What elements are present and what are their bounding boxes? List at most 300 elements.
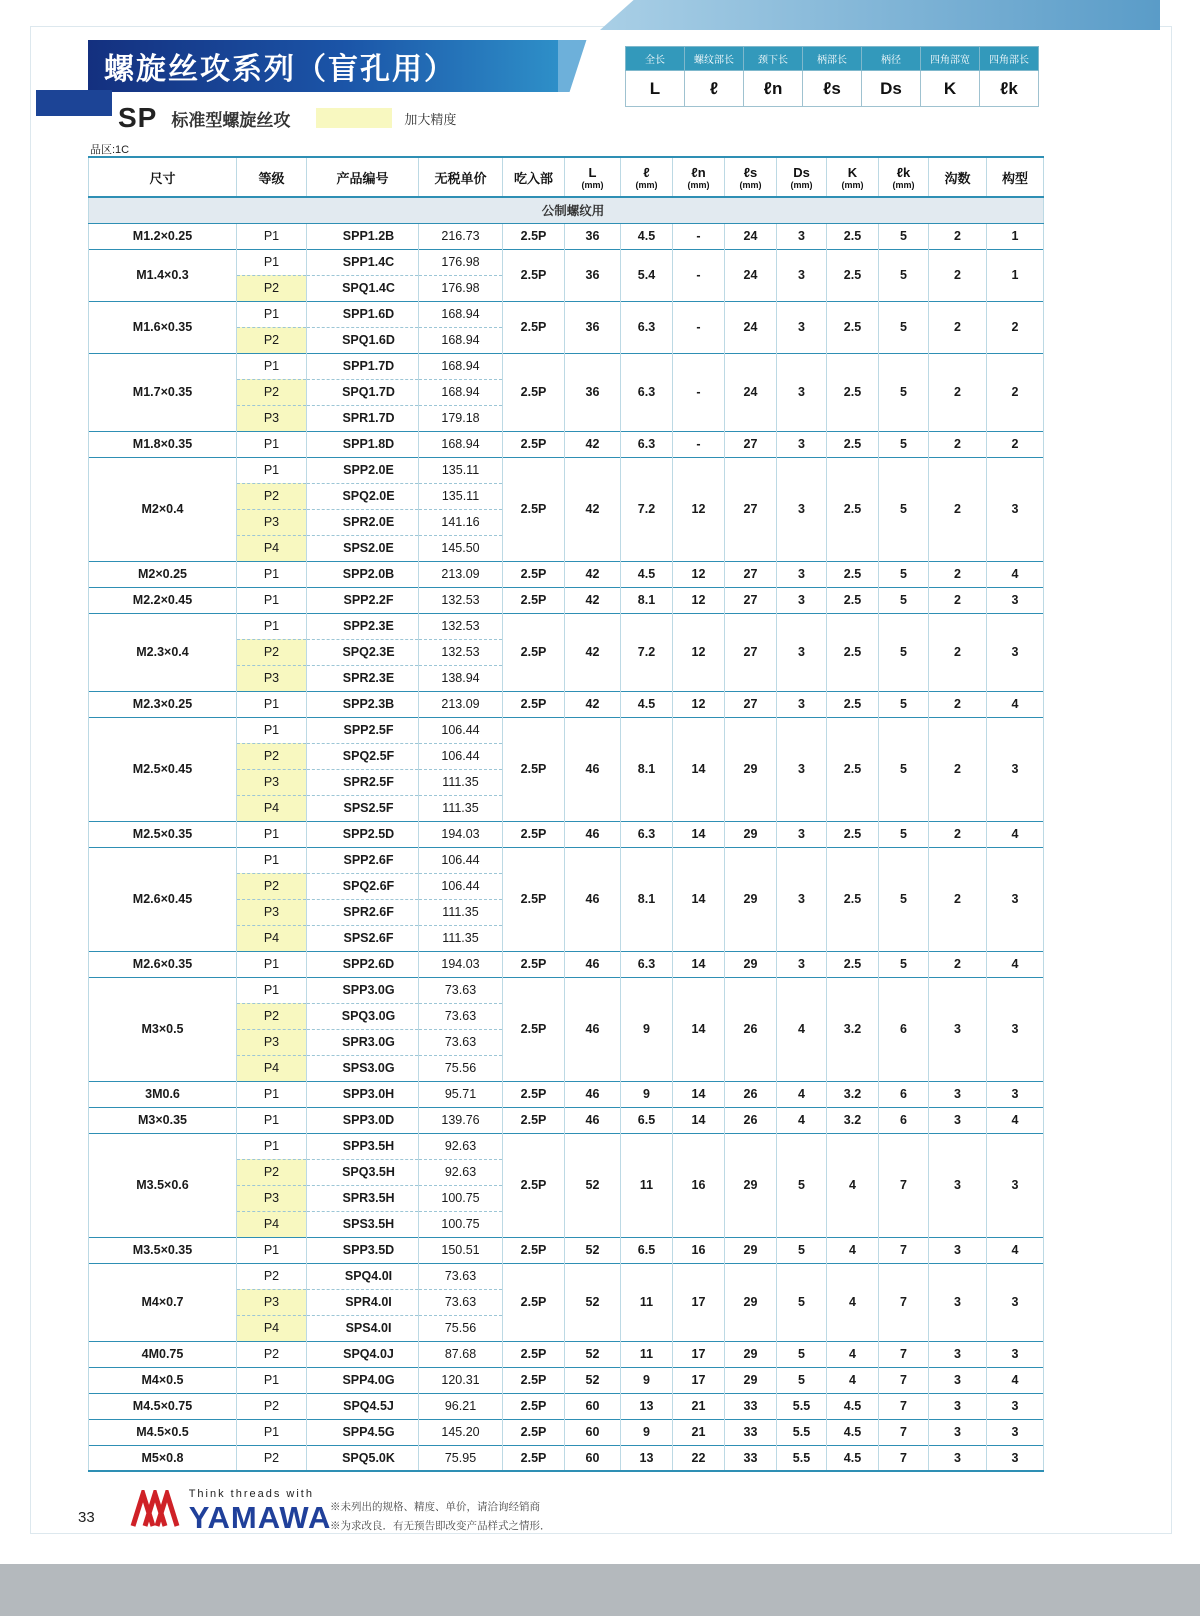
size-cell: M1.7×0.35 [89,353,237,431]
legend-name-cell: 四角部宽 [921,47,980,71]
value-cell-ds: 5.5 [777,1419,827,1445]
value-cell-eat: 2.5P [503,613,565,691]
value-cell-ls: 29 [725,847,777,951]
product-code-cell: SPP2.2F [307,587,419,613]
value-cell-L: 42 [565,457,621,561]
product-code-cell: SPS2.0E [307,535,419,561]
page-title: 螺旋丝攻系列（盲孔用） [104,53,456,86]
price-cell: 176.98 [419,275,503,301]
grade-cell: P1 [237,431,307,457]
value-cell-k: 2.5 [827,301,879,353]
value-cell-lk: 6 [879,977,929,1081]
product-code-cell: SPP3.0G [307,977,419,1003]
grade-cell: P1 [237,457,307,483]
value-cell-l: 6.3 [621,951,673,977]
value-cell-ds: 4 [777,1107,827,1133]
value-cell-l: 6.3 [621,431,673,457]
value-cell-flutes: 2 [929,301,987,353]
value-cell-form: 3 [987,717,1044,821]
value-cell-form: 3 [987,613,1044,691]
product-code-cell: SPR2.5F [307,769,419,795]
section-row [89,197,1044,223]
value-cell-ds: 4 [777,1081,827,1107]
grade-cell: P3 [237,405,307,431]
legend-symbol-cell: ℓk [980,71,1039,107]
value-cell-l: 8.1 [621,847,673,951]
value-cell-ls: 24 [725,353,777,431]
value-cell-ds: 3 [777,301,827,353]
value-cell-form: 4 [987,821,1044,847]
footnote-line: ※为求改良．有无预告即改变产品样式之情形． [330,1519,551,1532]
value-cell-flutes: 3 [929,1367,987,1393]
value-cell-eat: 2.5P [503,977,565,1081]
price-cell: 92.63 [419,1159,503,1185]
header-cell: ℓ (mm) [621,157,673,197]
value-cell-lk: 5 [879,613,929,691]
value-cell-L: 46 [565,1081,621,1107]
value-cell-L: 42 [565,613,621,691]
product-code-cell: SPP3.5H [307,1133,419,1159]
value-cell-ln: 17 [673,1367,725,1393]
value-cell-ls: 29 [725,821,777,847]
table-row [89,613,1044,639]
value-cell-lk: 6 [879,1107,929,1133]
value-cell-lk: 5 [879,691,929,717]
value-cell-L: 36 [565,223,621,249]
value-cell-k: 2.5 [827,223,879,249]
value-cell-ls: 27 [725,561,777,587]
legend-symbol-row [626,71,1039,107]
value-cell-k: 4 [827,1133,879,1237]
grade-cell: P1 [237,691,307,717]
table-row [89,951,1044,977]
value-cell-k: 4 [827,1367,879,1393]
value-cell-eat: 2.5P [503,587,565,613]
value-cell-flutes: 2 [929,249,987,301]
value-cell-l: 9 [621,977,673,1081]
size-cell: 3M0.6 [89,1081,237,1107]
product-code-cell: SPP3.0H [307,1081,419,1107]
price-cell: 73.63 [419,977,503,1003]
product-code-cell: SPR2.3E [307,665,419,691]
product-code-cell: SPQ3.0G [307,1003,419,1029]
table-row [89,1341,1044,1367]
value-cell-eat: 2.5P [503,1263,565,1341]
grade-cell: P1 [237,1133,307,1159]
price-cell: 100.75 [419,1185,503,1211]
grade-cell: P4 [237,1315,307,1341]
value-cell-ds: 3 [777,847,827,951]
grade-cell: P2 [237,1341,307,1367]
product-code-cell: SPP1.2B [307,223,419,249]
value-cell-lk: 5 [879,587,929,613]
price-cell: 132.53 [419,587,503,613]
value-cell-eat: 2.5P [503,1107,565,1133]
header-cell: ℓs (mm) [725,157,777,197]
header-cell: ℓn (mm) [673,157,725,197]
grade-cell: P1 [237,1107,307,1133]
grade-cell: P2 [237,327,307,353]
value-cell-k: 2.5 [827,951,879,977]
price-cell: 168.94 [419,327,503,353]
legend-symbol-cell: L [626,71,685,107]
value-cell-eat: 2.5P [503,1237,565,1263]
header-unit: (mm) [790,179,813,190]
size-cell: M1.8×0.35 [89,431,237,457]
product-code-cell: SPQ4.0J [307,1341,419,1367]
value-cell-eat: 2.5P [503,691,565,717]
value-cell-ln: 14 [673,1081,725,1107]
price-cell: 139.76 [419,1107,503,1133]
table-row [89,249,1044,275]
legend-header-row [626,47,1039,71]
value-cell-form: 2 [987,301,1044,353]
grade-cell: P2 [237,1393,307,1419]
grade-cell: P2 [237,873,307,899]
brand-name: YAMAWA [188,1500,332,1535]
value-cell-flutes: 3 [929,1081,987,1107]
value-cell-form: 3 [987,1081,1044,1107]
legend-symbol-cell: K [921,71,980,107]
value-cell-ln: 22 [673,1445,725,1471]
value-cell-L: 46 [565,821,621,847]
value-cell-form: 3 [987,1393,1044,1419]
value-cell-flutes: 2 [929,587,987,613]
product-code-cell: SPQ2.5F [307,743,419,769]
value-cell-l: 7.2 [621,457,673,561]
banner-left-tab [36,90,112,116]
product-code-cell: SPQ1.4C [307,275,419,301]
yamawa-triple-peak-mark-icon [129,1490,181,1533]
table-row [89,1419,1044,1445]
size-cell: M2.5×0.35 [89,821,237,847]
value-cell-ln: 16 [673,1237,725,1263]
value-cell-l: 6.5 [621,1237,673,1263]
table-row [89,847,1044,873]
value-cell-k: 3.2 [827,1081,879,1107]
grade-cell: P1 [237,613,307,639]
grade-cell: P1 [237,249,307,275]
header-cell: K (mm) [827,157,879,197]
value-cell-l: 8.1 [621,717,673,821]
value-cell-form: 3 [987,1263,1044,1341]
value-cell-L: 52 [565,1263,621,1341]
value-cell-ds: 5.5 [777,1393,827,1419]
value-cell-l: 4.5 [621,691,673,717]
value-cell-ln: 17 [673,1263,725,1341]
product-code-cell: SPP2.3B [307,691,419,717]
value-cell-ls: 33 [725,1393,777,1419]
price-cell: 96.21 [419,1393,503,1419]
value-cell-eat: 2.5P [503,1133,565,1237]
value-cell-l: 6.3 [621,301,673,353]
value-cell-l: 4.5 [621,223,673,249]
size-cell: M2.6×0.45 [89,847,237,951]
value-cell-L: 60 [565,1445,621,1471]
price-cell: 75.56 [419,1055,503,1081]
value-cell-eat: 2.5P [503,717,565,821]
value-cell-k: 4 [827,1341,879,1367]
value-cell-ln: 14 [673,977,725,1081]
logo-text [189,1488,332,1533]
value-cell-k: 2.5 [827,457,879,561]
value-cell-eat: 2.5P [503,353,565,431]
value-cell-ds: 3 [777,561,827,587]
value-cell-lk: 7 [879,1367,929,1393]
value-cell-eat: 2.5P [503,561,565,587]
value-cell-k: 4 [827,1237,879,1263]
value-cell-ls: 26 [725,977,777,1081]
value-cell-flutes: 3 [929,1263,987,1341]
value-cell-ds: 3 [777,821,827,847]
grade-cell: P3 [237,1185,307,1211]
price-cell: 168.94 [419,353,503,379]
value-cell-k: 2.5 [827,821,879,847]
product-code-cell: SPR2.6F [307,899,419,925]
price-cell: 111.35 [419,925,503,951]
value-cell-L: 42 [565,431,621,457]
value-cell-flutes: 2 [929,821,987,847]
price-cell: 106.44 [419,743,503,769]
area-code-label: 品区:1C [90,144,130,156]
value-cell-lk: 7 [879,1419,929,1445]
value-cell-eat: 2.5P [503,951,565,977]
value-cell-l: 9 [621,1367,673,1393]
legend-name-cell: 螺纹部长 [685,47,744,71]
brand-tagline: Think threads with [188,1488,314,1500]
grade-cell: P4 [237,795,307,821]
header-unit: (mm) [581,179,604,190]
value-cell-ln: 14 [673,717,725,821]
value-cell-k: 2.5 [827,431,879,457]
value-cell-ln: 21 [673,1393,725,1419]
product-code-cell: SPQ1.7D [307,379,419,405]
footnotes [330,1498,551,1536]
table-row [89,977,1044,1003]
grade-cell: P1 [237,951,307,977]
grade-cell: P2 [237,1445,307,1471]
price-cell: 106.44 [419,873,503,899]
header-unit: (mm) [892,179,915,190]
value-cell-ds: 4 [777,977,827,1081]
value-cell-lk: 5 [879,223,929,249]
table-row [89,457,1044,483]
value-cell-ln: 21 [673,1419,725,1445]
size-cell: M2×0.25 [89,561,237,587]
value-cell-k: 4.5 [827,1393,879,1419]
price-cell: 194.03 [419,821,503,847]
value-cell-l: 4.5 [621,561,673,587]
price-cell: 145.20 [419,1419,503,1445]
value-cell-form: 3 [987,587,1044,613]
value-cell-lk: 5 [879,431,929,457]
value-cell-form: 3 [987,977,1044,1081]
value-cell-lk: 7 [879,1445,929,1471]
value-cell-ln: - [673,353,725,431]
header-unit: (mm) [841,179,864,190]
product-code-cell: SPR4.0I [307,1289,419,1315]
header-cell: 无税单价 [419,157,503,197]
spec-table-wrap [88,156,1044,1472]
value-cell-ls: 24 [725,301,777,353]
value-cell-flutes: 3 [929,1419,987,1445]
price-cell: 95.71 [419,1081,503,1107]
size-cell: M3×0.5 [89,977,237,1081]
value-cell-form: 4 [987,561,1044,587]
value-cell-L: 36 [565,301,621,353]
value-cell-flutes: 2 [929,353,987,431]
grade-cell: P1 [237,1419,307,1445]
table-row [89,1393,1044,1419]
value-cell-ln: 17 [673,1341,725,1367]
value-cell-ls: 29 [725,951,777,977]
yamawa-logo [129,1488,332,1533]
grade-cell: P3 [237,769,307,795]
value-cell-lk: 7 [879,1263,929,1341]
table-row [89,561,1044,587]
scan-bottom-edge [0,1564,1200,1616]
product-code-cell: SPP3.0D [307,1107,419,1133]
value-cell-ln: 16 [673,1133,725,1237]
value-cell-ln: 14 [673,847,725,951]
price-cell: 168.94 [419,431,503,457]
value-cell-eat: 2.5P [503,223,565,249]
grade-cell: P3 [237,1289,307,1315]
product-code-cell: SPP2.6D [307,951,419,977]
legend-symbol-cell: ℓ [685,71,744,107]
value-cell-flutes: 2 [929,613,987,691]
value-cell-eat: 2.5P [503,1393,565,1419]
size-cell: M5×0.8 [89,1445,237,1471]
value-cell-lk: 7 [879,1237,929,1263]
product-code-cell: SPR3.0G [307,1029,419,1055]
value-cell-form: 3 [987,1419,1044,1445]
grade-cell: P1 [237,561,307,587]
price-cell: 135.11 [419,483,503,509]
value-cell-ls: 29 [725,1367,777,1393]
price-cell: 111.35 [419,769,503,795]
table-row [89,691,1044,717]
value-cell-ds: 5 [777,1263,827,1341]
price-cell: 111.35 [419,899,503,925]
table-row [89,1133,1044,1159]
product-code-cell: SPP2.5D [307,821,419,847]
table-row [89,223,1044,249]
size-cell: M2×0.4 [89,457,237,561]
value-cell-l: 11 [621,1133,673,1237]
value-cell-L: 42 [565,691,621,717]
value-cell-flutes: 2 [929,847,987,951]
oversize-highlight-swatch [316,108,392,128]
value-cell-l: 13 [621,1393,673,1419]
value-cell-form: 4 [987,691,1044,717]
size-cell: M1.6×0.35 [89,301,237,353]
value-cell-ds: 5 [777,1367,827,1393]
value-cell-l: 8.1 [621,587,673,613]
price-cell: 132.53 [419,639,503,665]
value-cell-ls: 27 [725,431,777,457]
grade-cell: P1 [237,587,307,613]
size-cell: M2.3×0.4 [89,613,237,691]
value-cell-flutes: 2 [929,431,987,457]
value-cell-k: 4.5 [827,1419,879,1445]
value-cell-L: 60 [565,1393,621,1419]
top-right-decorative-wedge [600,0,1160,30]
price-cell: 150.51 [419,1237,503,1263]
value-cell-L: 42 [565,561,621,587]
value-cell-ln: 14 [673,1107,725,1133]
value-cell-ln: - [673,249,725,301]
value-cell-lk: 5 [879,353,929,431]
value-cell-lk: 5 [879,717,929,821]
size-cell: M3×0.35 [89,1107,237,1133]
value-cell-ls: 27 [725,457,777,561]
value-cell-ds: 5 [777,1237,827,1263]
value-cell-flutes: 3 [929,1393,987,1419]
size-cell: M4.5×0.5 [89,1419,237,1445]
header-cell: 沟数 [929,157,987,197]
product-code-cell: SPQ5.0K [307,1445,419,1471]
value-cell-flutes: 3 [929,1341,987,1367]
value-cell-l: 7.2 [621,613,673,691]
value-cell-l: 6.5 [621,1107,673,1133]
value-cell-form: 4 [987,1107,1044,1133]
price-cell: 73.63 [419,1289,503,1315]
value-cell-L: 52 [565,1237,621,1263]
value-cell-form: 4 [987,1237,1044,1263]
table-row [89,301,1044,327]
legend-name-cell: 全长 [626,47,685,71]
size-cell: M3.5×0.6 [89,1133,237,1237]
value-cell-ds: 3 [777,587,827,613]
product-code-cell: SPR3.5H [307,1185,419,1211]
product-code-cell: SPP4.0G [307,1367,419,1393]
value-cell-L: 42 [565,587,621,613]
price-cell: 145.50 [419,535,503,561]
grade-cell: P4 [237,1055,307,1081]
value-cell-ds: 3 [777,431,827,457]
price-cell: 138.94 [419,665,503,691]
value-cell-L: 60 [565,1419,621,1445]
legend-name-cell: 柄径 [862,47,921,71]
product-code-cell: SPR2.0E [307,509,419,535]
price-cell: 120.31 [419,1367,503,1393]
product-code-cell: SPQ2.6F [307,873,419,899]
value-cell-form: 3 [987,457,1044,561]
value-cell-flutes: 3 [929,977,987,1081]
value-cell-ls: 27 [725,587,777,613]
grade-cell: P2 [237,483,307,509]
product-code-cell: SPP1.4C [307,249,419,275]
price-cell: 87.68 [419,1341,503,1367]
size-cell: M3.5×0.35 [89,1237,237,1263]
value-cell-ds: 3 [777,951,827,977]
price-cell: 111.35 [419,795,503,821]
table-row [89,1367,1044,1393]
value-cell-eat: 2.5P [503,249,565,301]
table-row [89,1081,1044,1107]
value-cell-L: 46 [565,951,621,977]
value-cell-k: 2.5 [827,561,879,587]
product-code-cell: SPP2.3E [307,613,419,639]
header-cell: 等级 [237,157,307,197]
title-banner [88,40,558,92]
value-cell-form: 2 [987,353,1044,431]
price-cell: 132.53 [419,613,503,639]
grade-cell: P3 [237,509,307,535]
value-cell-lk: 5 [879,457,929,561]
product-code-cell: SPP2.0B [307,561,419,587]
